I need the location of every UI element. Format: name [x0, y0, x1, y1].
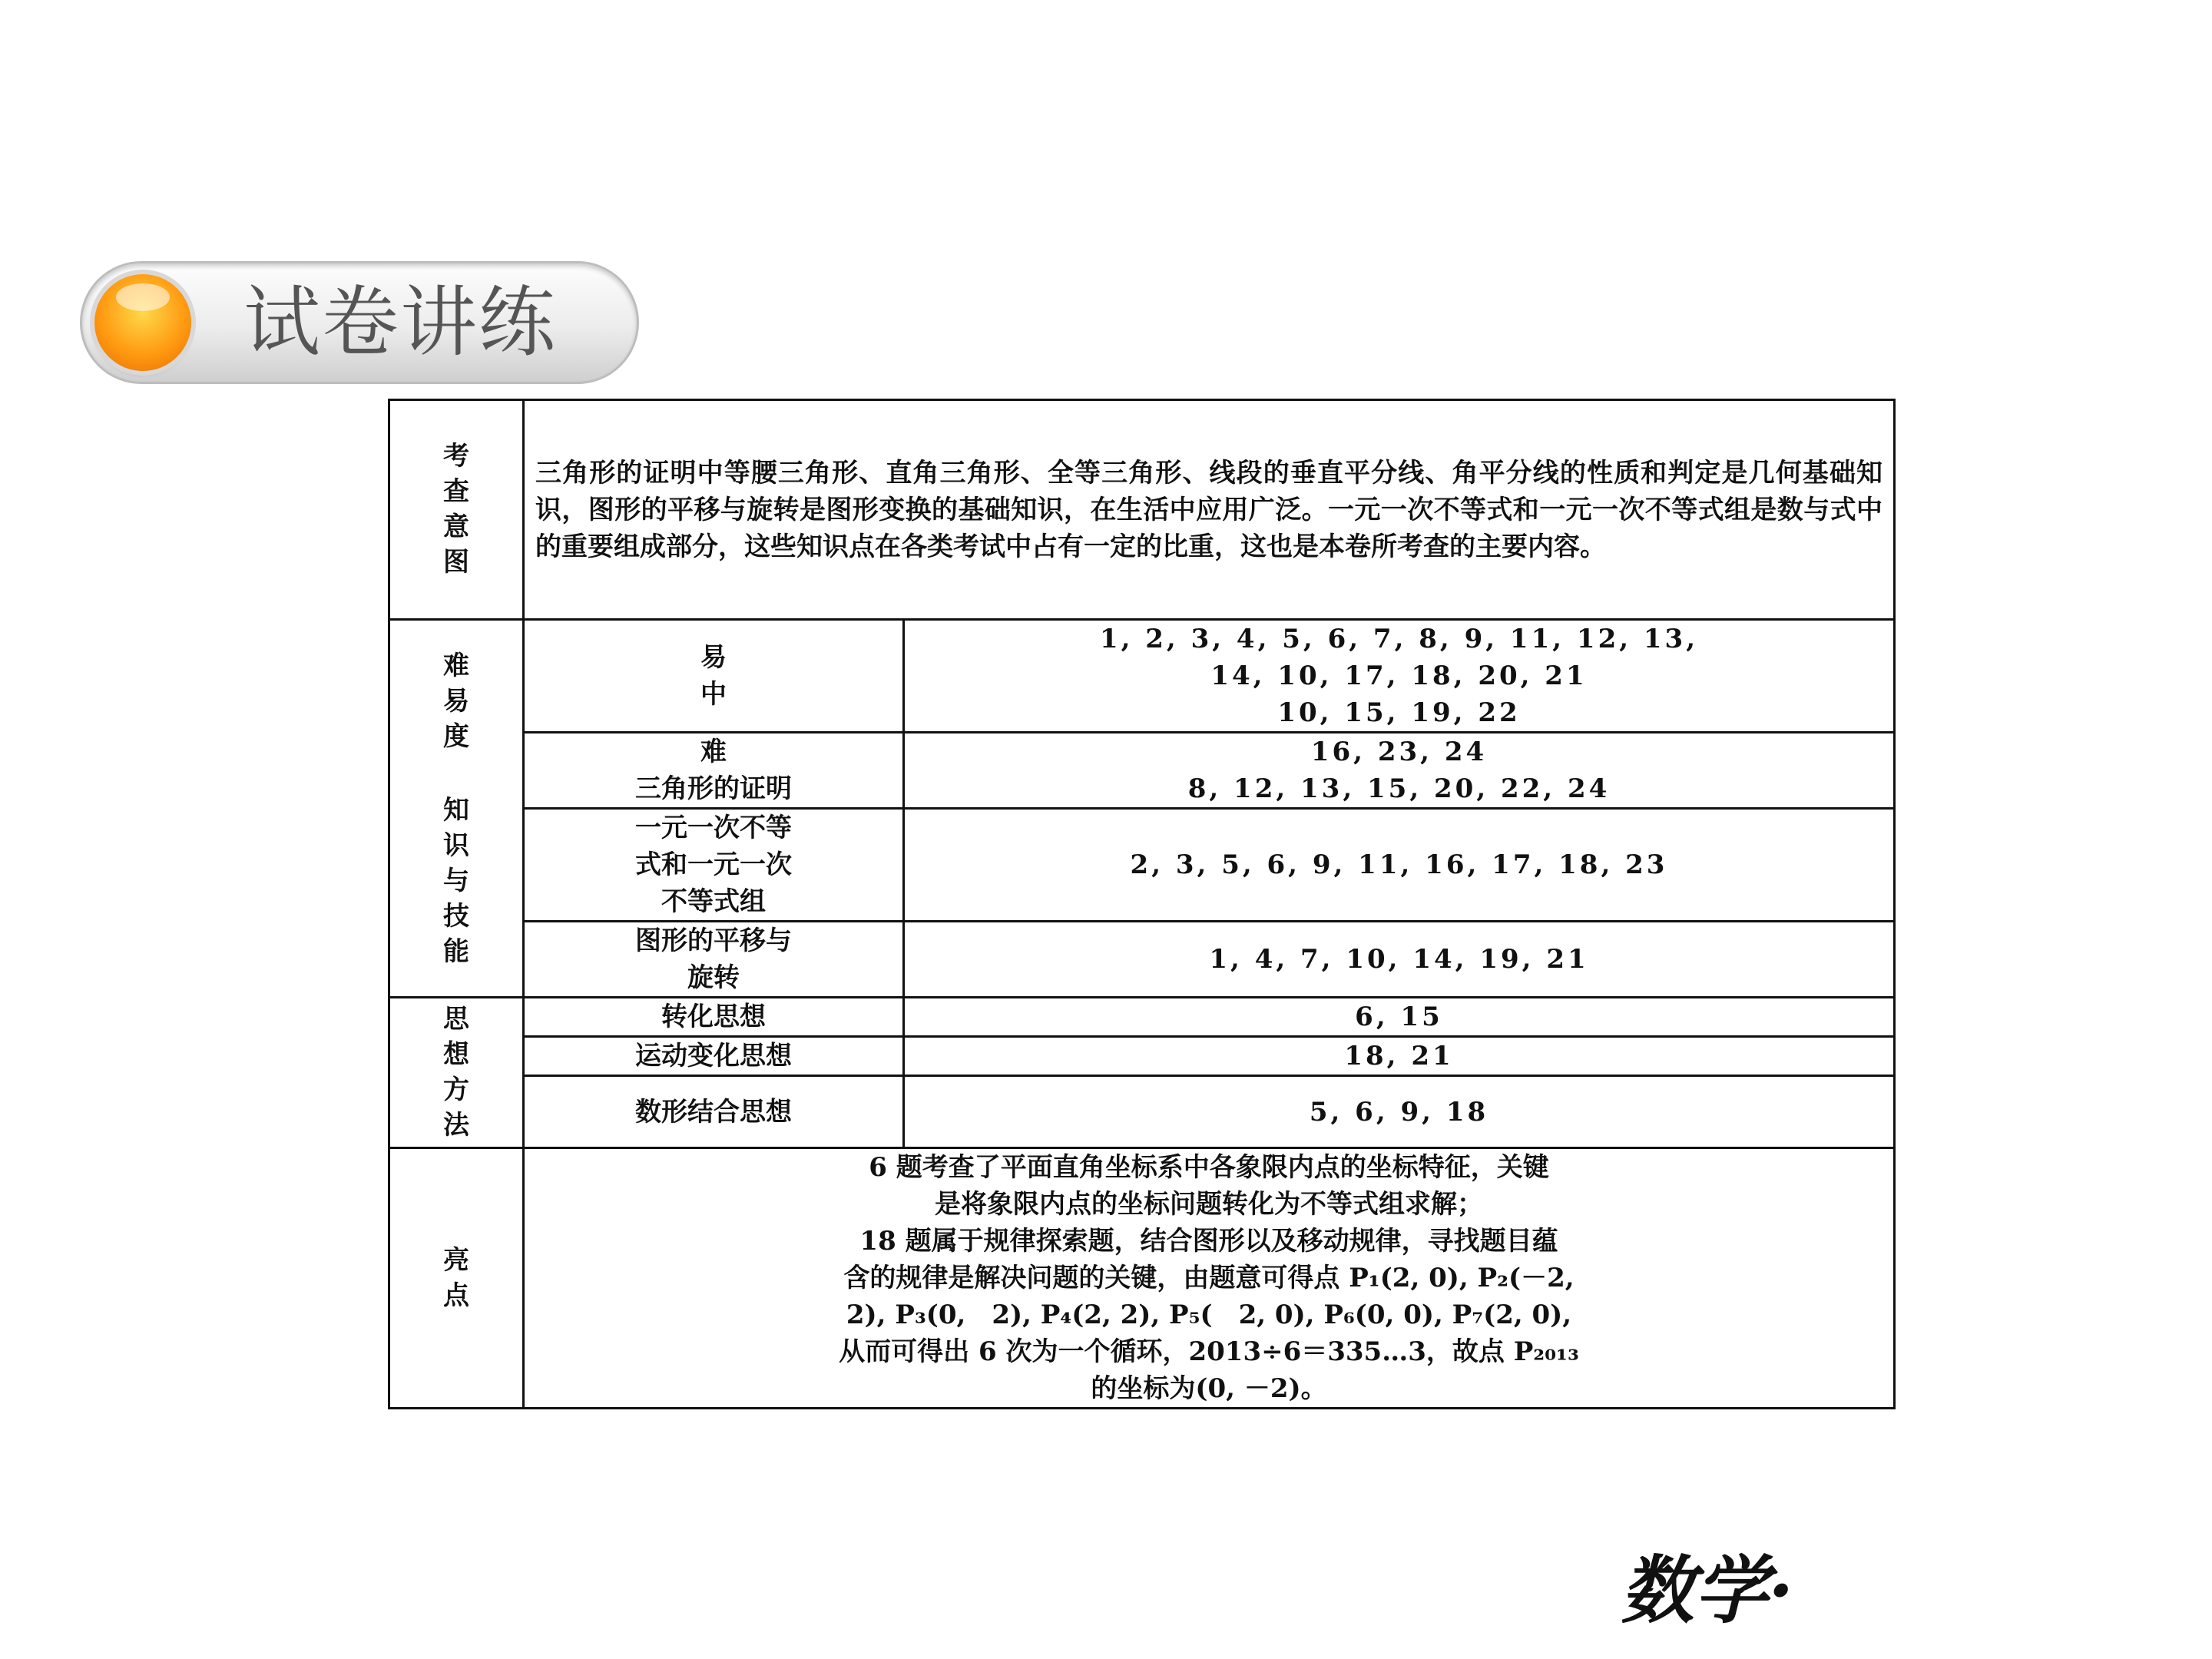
- medium-label: 中: [700, 679, 727, 710]
- knowledge-row-3-name-cell: [524, 922, 904, 998]
- knowledge-row-2-values: 2, 3, 5, 6, 9, 11, 16, 17, 18, 23: [904, 809, 1895, 922]
- highlights-line-2: 是将象限内点的坐标问题转化为不等式组求解；: [935, 1189, 1483, 1220]
- hard-and-triangle-values: [904, 733, 1895, 809]
- methods-label: 思想方法: [443, 1004, 469, 1141]
- knowledge-row-3-name-line-2: 旋转: [687, 962, 740, 993]
- hard-and-triangle-cell: [524, 733, 904, 809]
- knowledge-label: 知识与技能: [443, 794, 469, 967]
- highlights-label: 亮点: [443, 1244, 469, 1311]
- intent-label: 考查意图: [443, 441, 469, 578]
- highlights-text: [524, 1148, 1895, 1409]
- knowledge-row-2-name-line-2: 式和一元一次: [635, 849, 792, 880]
- subject-footer: 数学·: [1621, 1547, 1794, 1634]
- highlights-line-5: 2), P₃(0, 2), P₄(2, 2), P₅( 2, 0), P₆(0, 0), P₇(2, 0),: [846, 1300, 1572, 1330]
- highlights-label-cell: [389, 1148, 524, 1409]
- method-row-2-values: 18, 21: [904, 1037, 1895, 1076]
- table-row: [389, 922, 1895, 998]
- method-row-3-values: 5, 6, 9, 18: [904, 1076, 1895, 1148]
- highlights-line-1: 6 题考查了平面直角坐标系中各象限内点的坐标特征，关键: [869, 1152, 1549, 1183]
- exam-analysis-table: [388, 399, 1896, 1409]
- knowledge-row-1-values: 8, 12, 13, 15, 20, 22, 24: [1187, 773, 1611, 804]
- methods-label-cell: [389, 998, 524, 1148]
- intent-label-cell: [389, 400, 524, 620]
- knowledge-row-1-name: 三角形的证明: [635, 773, 792, 804]
- highlights-line-4: 含的规律是解决问题的关键，由题意可得点 P₁(2, 0), P₂(－2,: [843, 1263, 1575, 1293]
- highlights-line-3: 18 题属于规律探索题，结合图形以及移动规律，寻找题目蕴: [859, 1226, 1558, 1257]
- table-row: [389, 733, 1895, 809]
- easy-label: 易: [700, 642, 727, 673]
- table-row: [389, 1148, 1895, 1409]
- method-row-1-name: 转化思想: [524, 998, 904, 1037]
- table-row: [389, 620, 1895, 733]
- difficulty-easy-medium-values: [904, 620, 1895, 733]
- orange-orb-icon: [94, 274, 191, 371]
- easy-values-line-1: 1, 2, 3, 4, 5, 6, 7, 8, 9, 11, 12, 13,: [1099, 624, 1699, 654]
- method-row-2-name: 运动变化思想: [524, 1037, 904, 1076]
- medium-values: 10, 15, 19, 22: [1277, 697, 1521, 728]
- knowledge-row-3-name-line-1: 图形的平移与: [635, 926, 792, 956]
- method-row-3-name: 数形结合思想: [524, 1076, 904, 1148]
- section-title: 试卷讲练: [243, 277, 557, 367]
- table-row: [389, 998, 1895, 1037]
- knowledge-row-3-values: 1, 4, 7, 10, 14, 19, 21: [904, 922, 1895, 998]
- difficulty-label: 难易度: [443, 650, 469, 752]
- table-row: [389, 1037, 1895, 1076]
- table-row: [389, 1076, 1895, 1148]
- highlights-line-6: 从而可得出 6 次为一个循环，2013÷6＝335…3，故点 P₂₀₁₃: [839, 1336, 1579, 1367]
- hard-values: 16, 23, 24: [1310, 737, 1488, 767]
- method-row-1-values: 6, 15: [904, 998, 1895, 1037]
- table-row: [389, 809, 1895, 922]
- table-row: [389, 400, 1895, 620]
- intent-text: 三角形的证明中等腰三角形、直角三角形、全等三角形、线段的垂直平分线、角平分线的性质和判定是几何基础知识，图形的平移与旋转是图形变换的基础知识，在生活中应用广泛。一元一次不等式和一元一次不等式组是数与式中的重要组成部分，这些知识点在各类考试中占有一定的比重，这也是本卷所考查的主要内容。: [524, 400, 1895, 620]
- difficulty-knowledge-label-cell: [389, 620, 524, 998]
- knowledge-row-2-name-line-1: 一元一次不等: [635, 813, 792, 843]
- knowledge-row-2-name-cell: [524, 809, 904, 922]
- difficulty-easy-medium-cell: [524, 620, 904, 733]
- hard-label: 难: [700, 737, 727, 767]
- section-title-pill: [80, 261, 639, 384]
- highlights-line-7: 的坐标为(0, －2)。: [1091, 1373, 1327, 1404]
- knowledge-row-2-name-line-3: 不等式组: [661, 886, 766, 917]
- easy-values-line-2: 14, 10, 17, 18, 20, 21: [1210, 661, 1588, 691]
